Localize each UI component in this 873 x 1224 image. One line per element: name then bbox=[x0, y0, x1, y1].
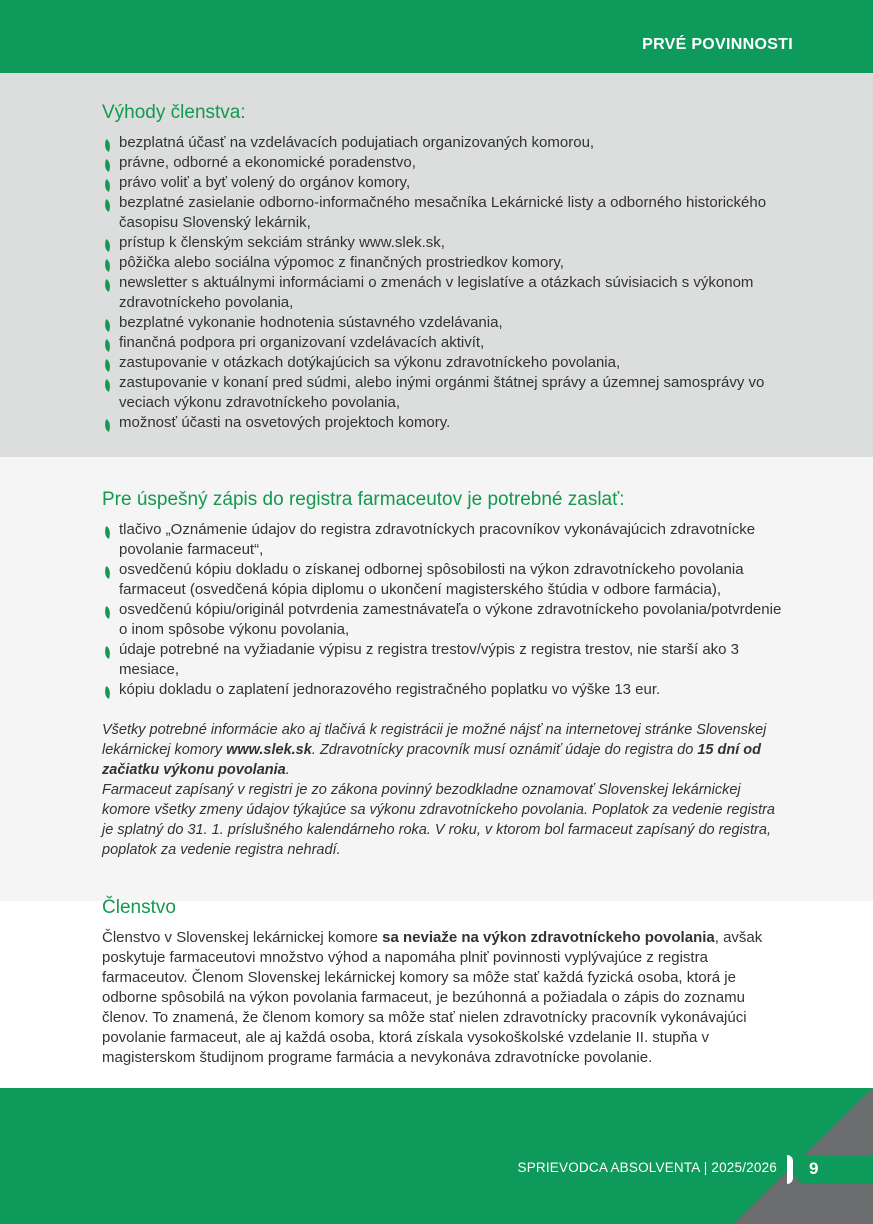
list-item: zastupovanie v konaní pred súdmi, alebo inými orgánmi štátnej správy a územnej samosprávy vo veciach výkonu zdravotníckeho povolania, bbox=[102, 373, 782, 413]
registry-note-paragraph: Farmaceut zapísaný v registri je zo zákona povinný bezodkladne oznamovať Slovenskej lekárnickej komore všetky zmeny údajov týkajúce sa výkonu zdravotníckeho povolania. Poplatok za vedenie registra je splatný do 31. 1. príslušného kalendárneho roka. V roku, v ktorom bol farmaceut zapísaný do registra, poplatok za vedenie registra nehradí. bbox=[102, 782, 775, 858]
leaf-bullet-icon bbox=[102, 159, 112, 172]
list-item: právo voliť a byť volený do orgánov komory, bbox=[102, 173, 782, 193]
leaf-bullet-icon bbox=[102, 566, 112, 579]
leaf-bullet-icon bbox=[102, 359, 112, 372]
benefits-heading: Výhody členstva: bbox=[102, 102, 246, 123]
benefits-section bbox=[102, 101, 782, 433]
list-item: právne, odborné a ekonomické poradenstvo, bbox=[102, 153, 782, 173]
deadline-highlight: 15 dní od začiatku výkonu povolania bbox=[102, 742, 762, 778]
footer-bar bbox=[0, 1088, 873, 1224]
leaf-bullet-icon bbox=[102, 339, 112, 352]
list-item: kópiu dokladu o zaplatení jednorazového registračného poplatku vo výške 13 eur. bbox=[102, 680, 782, 700]
list-item: možnosť účasti na osvetových projektoch komory. bbox=[102, 413, 782, 433]
list-item: bezplatná účasť na vzdelávacích podujatiach organizovaných komorou, bbox=[102, 133, 782, 153]
list-item: údaje potrebné na vyžiadanie výpisu z registra trestov/výpis z registra trestov, nie starší ako 3 mesiace, bbox=[102, 640, 782, 680]
benefits-list bbox=[102, 133, 782, 433]
registry-note-paragraph: Všetky potrebné informácie ako aj tlačivá k registrácii je možné nájsť na internetovej stránke Slovenskej lekárnickej komory www.slek.sk. Zdravotnícky pracovník musí oznámiť údaje do registra do 15 dní od začiatku výkonu povolania. bbox=[102, 722, 767, 778]
membership-heading: Členstvo bbox=[102, 897, 176, 918]
registry-list bbox=[102, 520, 782, 700]
leaf-bullet-icon bbox=[102, 179, 112, 192]
section-title: PRVÉ POVINNOSTI bbox=[642, 36, 793, 53]
page-number-badge bbox=[793, 1155, 873, 1184]
header-bar bbox=[0, 0, 873, 73]
registry-section bbox=[102, 488, 782, 860]
list-item: finančná podpora pri organizovaní vzdelávacích aktivít, bbox=[102, 333, 782, 353]
membership-section bbox=[102, 896, 782, 1068]
leaf-bullet-icon bbox=[102, 686, 112, 699]
leaf-bullet-icon bbox=[102, 319, 112, 332]
list-item: newsletter s aktuálnymi informáciami o zmenách v legislatíve a otázkach súvisiacich s výkonom zdravotníckeho povolania, bbox=[102, 273, 782, 313]
list-item: pôžička alebo sociálna výpomoc z finančných prostriedkov komory, bbox=[102, 253, 782, 273]
leaf-bullet-icon bbox=[102, 419, 112, 432]
list-item: bezplatné vykonanie hodnotenia sústavného vzdelávania, bbox=[102, 313, 782, 333]
leaf-bullet-icon bbox=[102, 646, 112, 659]
list-item: tlačivo „Oznámenie údajov do registra zdravotníckych pracovníkov vykonávajúcich zdravotnícke povolanie farmaceut“, bbox=[102, 520, 782, 560]
registry-note bbox=[102, 720, 782, 860]
slek-link[interactable]: www.slek.sk bbox=[226, 742, 312, 758]
list-item: bezplatné zasielanie odborno-informačného mesačníka Lekárnické listy a odborného historického časopisu Slovenský lekárnik, bbox=[102, 193, 782, 233]
list-item: osvedčenú kópiu/originál potvrdenia zamestnávateľa o výkone zdravotníckeho povolania/potvrdenie o inom spôsobe výkonu povolania, bbox=[102, 600, 782, 640]
footer-label: SPRIEVODCA ABSOLVENTA | 2025/2026 bbox=[517, 1160, 777, 1175]
registry-heading: Pre úspešný zápis do registra farmaceutov je potrebné zaslať: bbox=[102, 489, 625, 510]
leaf-bullet-icon bbox=[102, 526, 112, 539]
membership-highlight: sa neviaže na výkon zdravotníckeho povolania bbox=[382, 929, 715, 946]
leaf-bullet-icon bbox=[102, 239, 112, 252]
list-item: zastupovanie v otázkach dotýkajúcich sa výkonu zdravotníckeho povolania, bbox=[102, 353, 782, 373]
leaf-bullet-icon bbox=[102, 606, 112, 619]
leaf-bullet-icon bbox=[102, 139, 112, 152]
leaf-bullet-icon bbox=[102, 199, 112, 212]
list-item: prístup k členským sekciám stránky www.slek.sk, bbox=[102, 233, 782, 253]
leaf-bullet-icon bbox=[102, 379, 112, 392]
membership-text: Členstvo v Slovenskej lekárnickej komore sa neviaže na výkon zdravotníckeho povolania, avšak poskytuje farmaceutovi množstvo výhod a napomáha plniť povinnosti vyplývajúce z registra farmaceutov. Členom Slovenskej lekárnickej komory sa môže stať každá fyzická osoba, ktorá je odborne spôsobilá na výkon povolania farmaceut, je bezúhonná a požiadala o zápis do zoznamu členov. To znamená, že členom komory sa môže stať nielen zdravotnícky pracovník vykonávajúci povolanie farmaceut, ale aj každá osoba, ktorá získala vysokoškolské vzdelanie II. stupňa v magisterskom študijnom programe farmácia a nevykonáva zdravotnícke povolanie. bbox=[102, 929, 763, 1066]
list-item: osvedčenú kópiu dokladu o získanej odbornej spôsobilosti na výkon zdravotníckeho povolania farmaceut (osvedčená kópia diplomu o ukončení magisterského štúdia v odbore farmácia), bbox=[102, 560, 782, 600]
leaf-bullet-icon bbox=[102, 279, 112, 292]
page-number: 9 bbox=[809, 1159, 819, 1178]
leaf-bullet-icon bbox=[102, 259, 112, 272]
